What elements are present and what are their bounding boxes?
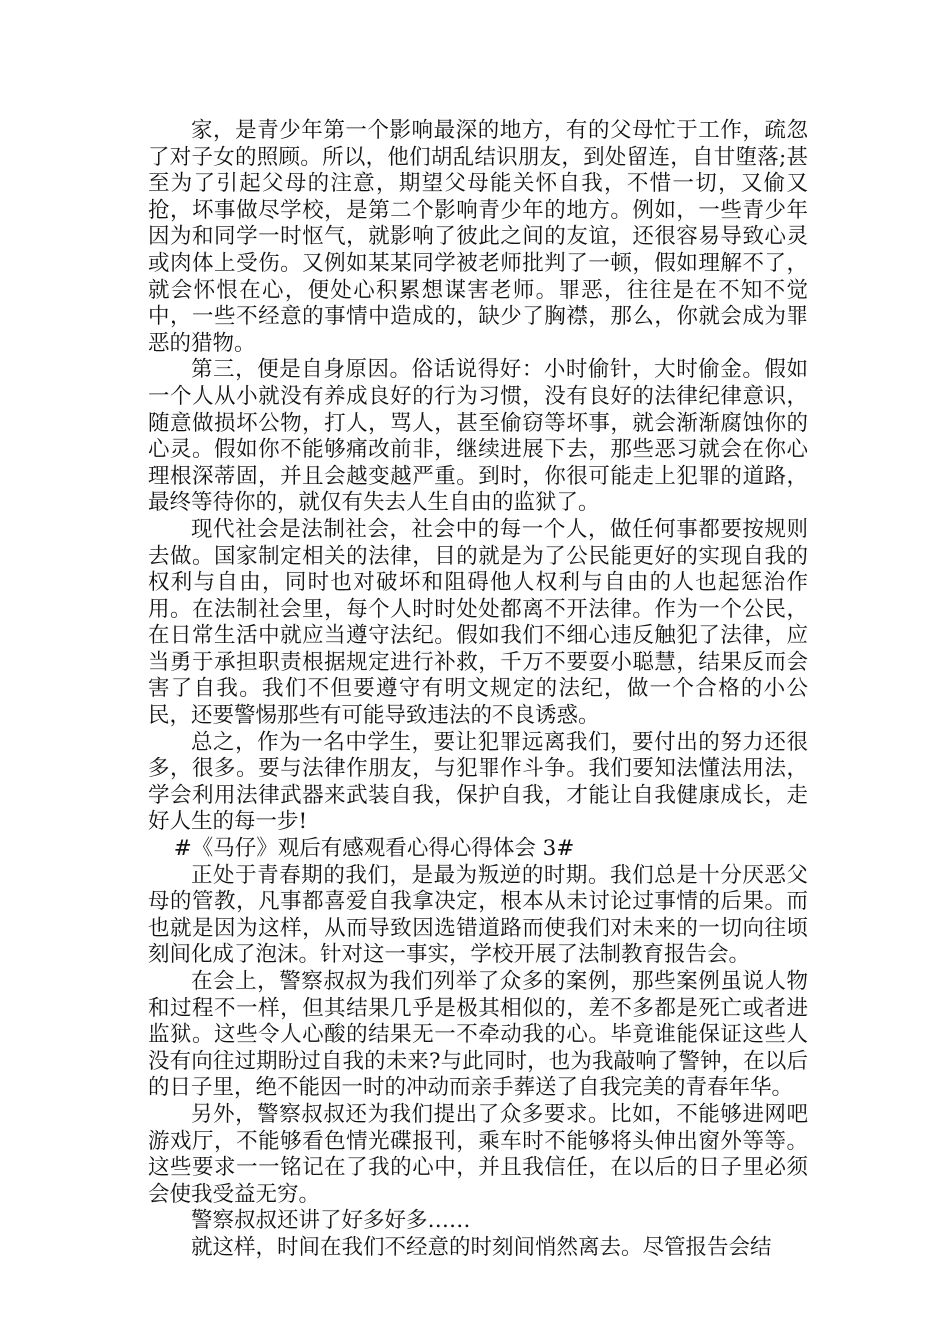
document-page bbox=[148, 118, 808, 1262]
paragraph-conclusion: 总之，作为一名中学生，要让犯罪远离我们，要付出的努力还很多，很多。要与法律作朋友，与犯罪作斗争。我们要知法懂法用法，学会利用法律武器来武装自我，保护自我，才能让自我健康成长，走好人生的每一步! bbox=[148, 729, 808, 835]
paragraph-more-stories: 警察叔叔还讲了好多好多…… bbox=[191, 1208, 471, 1234]
paragraph-requirements: 另外，警察叔叔还为我们提出了众多要求。比如，不能够进网吧游戏厅，不能够看色情光碟报刊，乘车时不能够将头伸出窗外等等。这些要求一一铭记在了我的心中，并且我信任，在以后的日子里必须会使我受益无穷。 bbox=[148, 1101, 808, 1207]
paragraph-ending: 就这样，时间在我们不经意的时刻间悄然离去。尽管报告会结 bbox=[191, 1234, 772, 1260]
section-heading: #《马仔》观后有感观看心得心得体会 3# bbox=[173, 836, 575, 862]
paragraph-self-cause: 第三，便是自身原因。俗话说得好：小时偷针，大时偷金。假如一个人从小就没有养成良好的行为习惯，没有良好的法律纪律意识，随意做损坏公物，打人，骂人，甚至偷窃等坏事，就会渐渐腐蚀你的心灵。假如你不能够痛改前非，继续进展下去，那些恶习就会在你心理根深蒂固，并且会越变越严重。到时，你很可能走上犯罪的道路，最终等待你的，就仅有失去人生自由的监狱了。 bbox=[148, 357, 808, 516]
paragraph-adolescence: 正处于青春期的我们，是最为叛逆的时期。我们总是十分厌恶父母的管教，凡事都喜爱自我拿决定，根本从未讨论过事情的后果。而也就是因为这样，从而导致因选错道路而使我们对未来的一切向往顷刻间化成了泡沫。针对这一事实，学校开展了法制教育报告会。 bbox=[148, 862, 808, 968]
paragraph-meeting: 在会上，警察叔叔为我们列举了众多的案例，那些案例虽说人物和过程不一样，但其结果几乎是极其相似的，差不多都是死亡或者进监狱。这些令人心酸的结果无一不牵动我的心。毕竟谁能保证这些人没有向往过期盼过自我的未来?与此同时，也为我敲响了警钟，在以后的日子里，绝不能因一时的冲动而亲手葬送了自我完美的青春年华。 bbox=[148, 969, 808, 1101]
paragraph-legal-society: 现代社会是法制社会，社会中的每一个人，做任何事都要按规则去做。国家制定相关的法律，目的就是为了公民能更好的实现自我的权利与自由，同时也对破坏和阻碍他人权利与自由的人也起惩治作用。在法制社会里，每个人时时处处都离不开法律。作为一个公民，在日常生活中就应当遵守法纪。假如我们不细心违反触犯了法律，应当勇于承担职责根据规定进行补救，千万不要耍小聪慧，结果反而会害了自我。我们不但要遵守有明文规定的法纪，做一个合格的小公民，还要警惕那些有可能导致违法的不良诱惑。 bbox=[148, 516, 808, 729]
paragraph-family-school: 家，是青少年第一个影响最深的地方，有的父母忙于工作，疏忽了对子女的照顾。所以，他们胡乱结识朋友，到处留连，自甘堕落;甚至为了引起父母的注意，期望父母能关怀自我，不惜一切，又偷又抢，坏事做尽学校，是第二个影响青少年的地方。例如，一些青少年因为和同学一时怄气，就影响了彼此之间的友谊，还很容易导致心灵或肉体上受伤。又例如某某同学被老师批判了一顿，假如理解不了，就会怀恨在心，便处心积累想谋害老师。罪恶，往往是在不知不觉中，一些不经意的事情中造成的，缺少了胸襟，那么，你就会成为罪恶的猎物。 bbox=[148, 118, 808, 356]
